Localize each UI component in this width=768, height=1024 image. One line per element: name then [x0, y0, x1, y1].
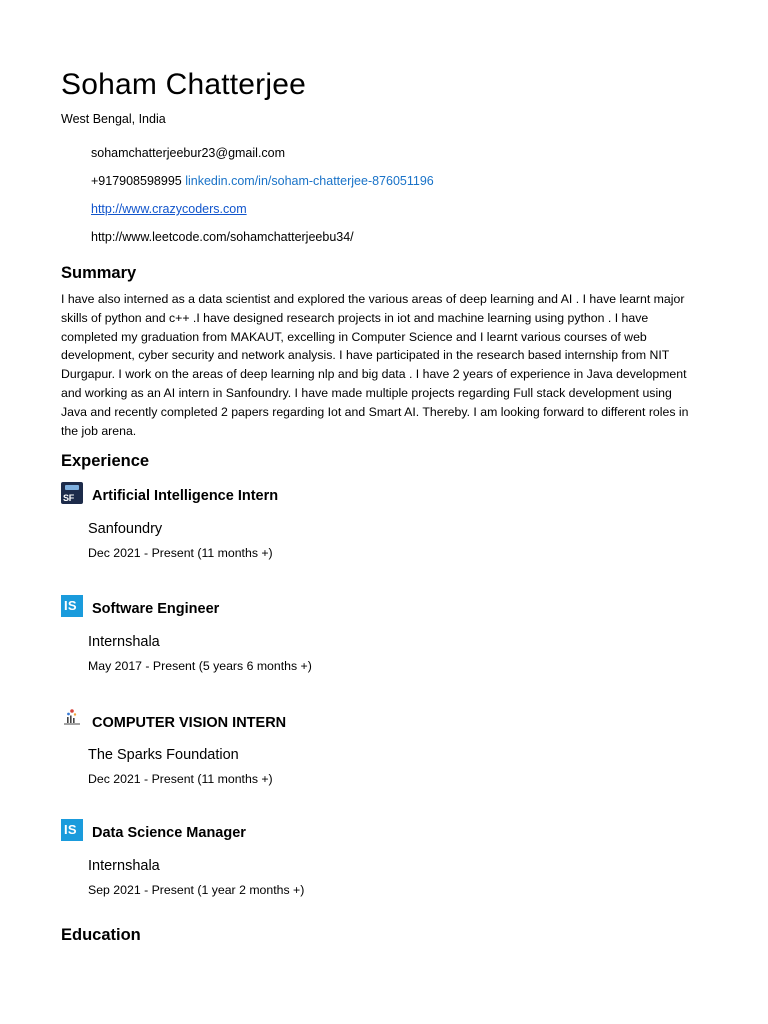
- job-dates: Sep 2021 - Present (1 year 2 months +): [88, 883, 305, 897]
- contact-phone: +917908598995: [91, 174, 182, 188]
- experience-item: [61, 819, 701, 909]
- experience-item: [61, 706, 701, 796]
- candidate-location: West Bengal, India: [61, 112, 166, 126]
- contact-phone-linkedin-row: [91, 174, 434, 188]
- job-title: Software Engineer: [92, 601, 220, 617]
- logo-book-shape: [65, 485, 79, 490]
- experience-item: [61, 482, 701, 572]
- logo-text: SF: [63, 493, 74, 503]
- job-dates: Dec 2021 - Present (11 months +): [88, 772, 273, 786]
- job-title: COMPUTER VISION INTERN: [92, 715, 287, 731]
- leetcode-link[interactable]: http://www.leetcode.com/sohamchatterjeebu34/: [91, 230, 354, 244]
- education-heading: Education: [61, 926, 141, 944]
- job-dates: Dec 2021 - Present (11 months +): [88, 546, 273, 560]
- internshala-logo-icon: [61, 819, 83, 841]
- candidate-name: Soham Chatterjee: [61, 68, 307, 101]
- logo-text: IS: [64, 822, 77, 837]
- company-name: Internshala: [88, 634, 160, 650]
- job-dates: May 2017 - Present (5 years 6 months +): [88, 659, 312, 673]
- job-title: Artificial Intelligence Intern: [92, 488, 279, 504]
- contact-email[interactable]: sohamchatterjeebur23@gmail.com: [91, 146, 286, 160]
- company-name: Internshala: [88, 858, 160, 874]
- company-name: Sanfoundry: [88, 521, 163, 537]
- internshala-logo-icon: [61, 595, 83, 617]
- summary-text: I have also interned as a data scientist and explored the various areas of deep learning and AI . I have learnt major skills of python and c++ .I have designed research projects in iot and machine learning using python . I have completed my graduation from MAKAUT, excelling in Computer Science and I learnt various courses of web development, cyber security and network analysis. I have participated in the research based internship from NIT Durgapur. I work on the areas of deep learning nlp and big data . I have 2 years of experience in Java development and working as an AI intern in Sanfoundry. I have made multiple projects regarding Full stack development using Java and recently completed 2 papers regarding Iot and Smart AI. Thereby. I am looking forward to different roles in the job arena.: [61, 292, 689, 438]
- sanfoundry-logo-icon: [61, 482, 83, 504]
- linkedin-link[interactable]: linkedin.com/in/soham-chatterjee-876051196: [185, 174, 434, 188]
- company-name: The Sparks Foundation: [88, 747, 239, 763]
- sparks-foundation-logo-graphic: [61, 706, 83, 728]
- sparks-foundation-logo-icon: [61, 706, 83, 728]
- experience-item: [61, 595, 701, 685]
- website-link[interactable]: http://www.crazycoders.com: [91, 202, 247, 216]
- logo-text: IS: [64, 598, 77, 613]
- summary-heading: Summary: [61, 264, 137, 282]
- job-title: Data Science Manager: [92, 825, 246, 841]
- website-row: [91, 202, 247, 216]
- experience-heading: Experience: [61, 452, 150, 470]
